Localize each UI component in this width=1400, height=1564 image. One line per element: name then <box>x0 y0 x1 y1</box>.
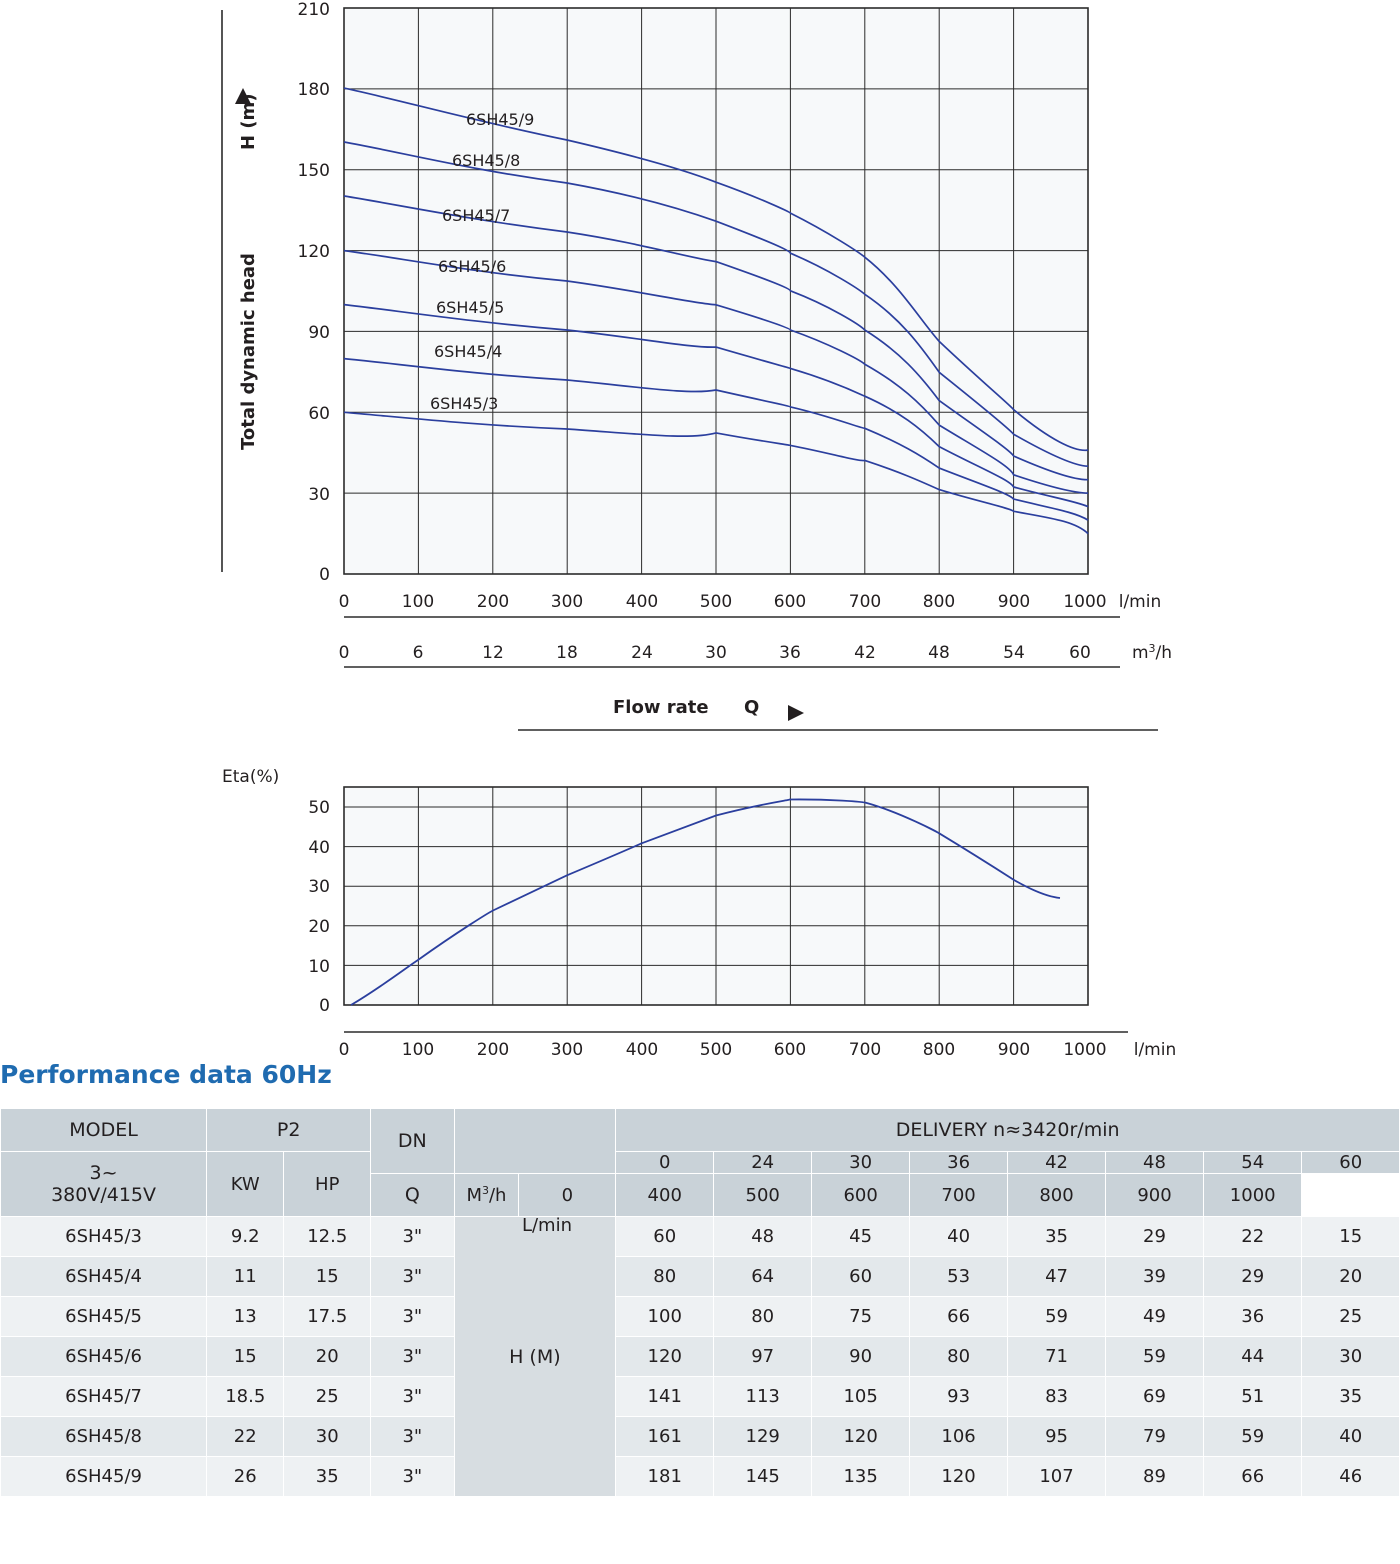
svg-text:800: 800 <box>922 592 956 612</box>
th-kw: KW <box>207 1152 284 1217</box>
cell-h-2: 60 <box>812 1257 910 1297</box>
cell-h-7: 25 <box>1302 1297 1400 1337</box>
th-model: MODEL <box>1 1109 207 1152</box>
cell-h-3: 93 <box>910 1377 1008 1417</box>
svg-text:900: 900 <box>997 592 1031 612</box>
cell-model: 6SH45/6 <box>1 1337 207 1377</box>
th-unit-m3h: $M^3/h$ <box>454 1174 519 1217</box>
th-flow-lmin-7: 1000 <box>1203 1174 1301 1217</box>
svg-text:300: 300 <box>550 1040 584 1060</box>
performance-table <box>0 1108 1400 1497</box>
cell-h-7: 30 <box>1302 1337 1400 1377</box>
svg-text:60: 60 <box>308 404 330 424</box>
th-flow-lmin-0: 0 <box>519 1174 616 1217</box>
svg-text:900: 900 <box>997 1040 1031 1060</box>
cell-h-3: 66 <box>910 1297 1008 1337</box>
cell-h-3: 120 <box>910 1457 1008 1497</box>
chart1-x-arrow-icon <box>788 705 804 721</box>
cell-h-6: 36 <box>1203 1297 1301 1337</box>
th-flow-lmin-2: 500 <box>714 1174 812 1217</box>
svg-text:500: 500 <box>699 1040 733 1060</box>
cell-h-1: 48 <box>714 1217 812 1257</box>
th-flow-m3h-0: 0 <box>616 1152 714 1174</box>
svg-text:0: 0 <box>319 996 330 1016</box>
table-row <box>1 1377 1400 1417</box>
cell-hp: 30 <box>284 1417 371 1457</box>
chart1-y-symbol: H (m) <box>238 93 259 150</box>
svg-text:40: 40 <box>308 838 330 858</box>
th-unit-lmin: L/min <box>521 1215 573 1236</box>
th-dn: DN <box>371 1109 454 1174</box>
cell-dn: 3" <box>371 1337 454 1377</box>
cell-h-6: 44 <box>1203 1337 1301 1377</box>
curve-label-6SH45-7: 6SH45/7 <box>442 206 511 225</box>
cell-h-2: 75 <box>812 1297 910 1337</box>
svg-text:12: 12 <box>482 643 504 663</box>
cell-h-3: 80 <box>910 1337 1008 1377</box>
svg-text:30: 30 <box>705 643 727 663</box>
chart1-y-title: Total dynamic head <box>238 253 259 450</box>
cell-kw: 13 <box>207 1297 284 1337</box>
th-hp: HP <box>284 1152 371 1217</box>
th-voltage-line1: 3~ <box>89 1162 118 1184</box>
table-row <box>1 1417 1400 1457</box>
svg-text:1000: 1000 <box>1063 592 1107 612</box>
svg-text:210: 210 <box>297 0 330 20</box>
cell-kw: 9.2 <box>207 1217 284 1257</box>
th-flow-m3h-7: 60 <box>1302 1152 1400 1174</box>
th-q-spacer <box>454 1109 616 1174</box>
table-row <box>1 1297 1400 1337</box>
cell-h-1: 129 <box>714 1417 812 1457</box>
cell-h-3: 40 <box>910 1217 1008 1257</box>
cell-h-7: 15 <box>1302 1217 1400 1257</box>
svg-text:20: 20 <box>308 917 330 937</box>
cell-dn: 3" <box>371 1417 454 1457</box>
cell-h-3: 53 <box>910 1257 1008 1297</box>
cell-hp: 25 <box>284 1377 371 1417</box>
cell-h-7: 20 <box>1302 1257 1400 1297</box>
cell-model: 6SH45/8 <box>1 1417 207 1457</box>
svg-text:18: 18 <box>556 643 578 663</box>
svg-text:0: 0 <box>338 592 350 612</box>
svg-text:800: 800 <box>922 1040 956 1060</box>
cell-h-5: 39 <box>1106 1257 1204 1297</box>
cell-dn: 3" <box>371 1297 454 1337</box>
table-row <box>1 1257 1400 1297</box>
svg-text:500: 500 <box>699 592 733 612</box>
svg-text:60: 60 <box>1069 643 1091 663</box>
svg-text:10: 10 <box>308 957 330 977</box>
cell-h-6: 22 <box>1203 1217 1301 1257</box>
th-flow-m3h-3: 36 <box>910 1152 1008 1174</box>
svg-text:36: 36 <box>779 643 801 663</box>
svg-text:30: 30 <box>308 485 330 505</box>
svg-text:0: 0 <box>338 1040 350 1060</box>
table-row <box>1 1457 1400 1497</box>
chart2-y-title: Eta(%) <box>222 767 280 787</box>
cell-hp: 17.5 <box>284 1297 371 1337</box>
curve-label-6SH45-8: 6SH45/8 <box>452 151 521 170</box>
table-row <box>1 1217 1400 1257</box>
cell-h-6: 51 <box>1203 1377 1301 1417</box>
cell-h-4: 35 <box>1008 1217 1106 1257</box>
svg-text:24: 24 <box>631 643 653 663</box>
th-flow-lmin-3: 600 <box>812 1174 910 1217</box>
curve-label-6SH45-9: 6SH45/9 <box>466 110 535 129</box>
chart2-x-ticks <box>339 1040 1107 1060</box>
th-q-symbol: Q <box>371 1174 454 1217</box>
cell-dn: 3" <box>371 1377 454 1417</box>
curve-label-6SH45-4: 6SH45/4 <box>434 342 503 361</box>
svg-text:50: 50 <box>308 798 330 818</box>
cell-h-7: 35 <box>1302 1377 1400 1417</box>
curve-label-6SH45-5: 6SH45/5 <box>436 298 505 317</box>
cell-h-4: 71 <box>1008 1337 1106 1377</box>
th-flow-lmin-5: 800 <box>1008 1174 1106 1217</box>
cell-h-6: 59 <box>1203 1417 1301 1457</box>
th-delivery: DELIVERY n≈3420r/min <box>616 1109 1400 1152</box>
svg-text:400: 400 <box>625 592 659 612</box>
cell-h-1: 97 <box>714 1337 812 1377</box>
th-flow-m3h-4: 42 <box>1008 1152 1106 1174</box>
cell-h-0: 141 <box>616 1377 714 1417</box>
svg-text:100: 100 <box>401 1040 435 1060</box>
cell-h-0: 161 <box>616 1417 714 1457</box>
chart1-x-symbol: Q <box>744 697 760 718</box>
cell-h-2: 45 <box>812 1217 910 1257</box>
cell-h-5: 59 <box>1106 1337 1204 1377</box>
cell-h-0: 100 <box>616 1297 714 1337</box>
svg-text:1000: 1000 <box>1063 1040 1107 1060</box>
chart1-x-title: Flow rate <box>613 697 709 718</box>
cell-h-4: 59 <box>1008 1297 1106 1337</box>
cell-h-1: 80 <box>714 1297 812 1337</box>
cell-h-7: 40 <box>1302 1417 1400 1457</box>
cell-dn: 3" <box>371 1457 454 1497</box>
cell-model: 6SH45/5 <box>1 1297 207 1337</box>
cell-h-5: 49 <box>1106 1297 1204 1337</box>
page-title: Performance data 60Hz <box>0 1060 332 1089</box>
chart2-unit-lmin: l/min <box>1133 1040 1177 1060</box>
cell-h-4: 83 <box>1008 1377 1106 1417</box>
svg-text:700: 700 <box>848 1040 882 1060</box>
th-voltage <box>1 1152 207 1217</box>
svg-text:300: 300 <box>550 592 584 612</box>
chart1-unit-lmin: l/min <box>1118 592 1162 612</box>
cell-h-6: 66 <box>1203 1457 1301 1497</box>
cell-h-2: 90 <box>812 1337 910 1377</box>
cell-model: 6SH45/4 <box>1 1257 207 1297</box>
chart1-y-ticks <box>298 0 330 585</box>
cell-h-5: 79 <box>1106 1417 1204 1457</box>
cell-h-4: 95 <box>1008 1417 1106 1457</box>
svg-text:0: 0 <box>319 565 330 585</box>
cell-kw: 26 <box>207 1457 284 1497</box>
cell-h-5: 29 <box>1106 1217 1204 1257</box>
cell-dn: 3" <box>371 1217 454 1257</box>
th-flow-lmin-1: 400 <box>616 1174 714 1217</box>
cell-h-0: 80 <box>616 1257 714 1297</box>
cell-h-2: 135 <box>812 1457 910 1497</box>
svg-text:600: 600 <box>773 1040 807 1060</box>
cell-hp: 15 <box>284 1257 371 1297</box>
cell-h-5: 89 <box>1106 1457 1204 1497</box>
svg-text:700: 700 <box>848 592 882 612</box>
chart1-x-ticks-lmin <box>339 592 1107 612</box>
svg-text:200: 200 <box>476 592 510 612</box>
cell-hp: 20 <box>284 1337 371 1377</box>
efficiency-chart <box>0 740 1400 1060</box>
svg-text:30: 30 <box>308 877 330 897</box>
svg-text:120: 120 <box>297 242 330 262</box>
table-row <box>1 1337 1400 1377</box>
chart2-y-ticks <box>308 798 330 1016</box>
th-flow-m3h-5: 48 <box>1106 1152 1204 1174</box>
cell-model: 6SH45/7 <box>1 1377 207 1417</box>
svg-text:0: 0 <box>338 643 350 663</box>
cell-model: 6SH45/9 <box>1 1457 207 1497</box>
th-flow-lmin-6: 900 <box>1106 1174 1204 1217</box>
cell-h-0: 60 <box>616 1217 714 1257</box>
cell-h-2: 105 <box>812 1377 910 1417</box>
th-flow-m3h-1: 24 <box>714 1152 812 1174</box>
head-flow-chart <box>0 0 1400 740</box>
cell-h-1: 113 <box>714 1377 812 1417</box>
curve-label-6SH45-6: 6SH45/6 <box>438 257 507 276</box>
cell-hp: 12.5 <box>284 1217 371 1257</box>
cell-h-5: 69 <box>1106 1377 1204 1417</box>
cell-dn: 3" <box>371 1257 454 1297</box>
cell-h-1: 64 <box>714 1257 812 1297</box>
cell-h-0: 120 <box>616 1337 714 1377</box>
th-voltage-line2: 380V/415V <box>51 1184 157 1206</box>
table-body <box>1 1217 1400 1497</box>
th-flow-m3h-6: 54 <box>1203 1152 1301 1174</box>
svg-text:600: 600 <box>773 592 807 612</box>
svg-text:100: 100 <box>401 592 435 612</box>
cell-h-4: 47 <box>1008 1257 1106 1297</box>
cell-h-4: 107 <box>1008 1457 1106 1497</box>
cell-kw: 15 <box>207 1337 284 1377</box>
cell-hp: 35 <box>284 1457 371 1497</box>
cell-model: 6SH45/3 <box>1 1217 207 1257</box>
cell-h-1: 145 <box>714 1457 812 1497</box>
cell-kw: 11 <box>207 1257 284 1297</box>
svg-text:150: 150 <box>297 161 330 181</box>
cell-h-m: H (M) <box>454 1217 616 1497</box>
cell-kw: 18.5 <box>207 1377 284 1417</box>
svg-text:48: 48 <box>928 643 950 663</box>
svg-text:42: 42 <box>854 643 876 663</box>
cell-h-2: 120 <box>812 1417 910 1457</box>
curve-label-6SH45-3: 6SH45/3 <box>430 394 499 413</box>
svg-text:180: 180 <box>297 80 330 100</box>
svg-text:6: 6 <box>412 643 424 663</box>
svg-text:90: 90 <box>308 323 330 343</box>
svg-text:200: 200 <box>476 1040 510 1060</box>
cell-h-3: 106 <box>910 1417 1008 1457</box>
cell-h-6: 29 <box>1203 1257 1301 1297</box>
svg-text:400: 400 <box>625 1040 659 1060</box>
svg-text:54: 54 <box>1003 643 1025 663</box>
th-p2: P2 <box>207 1109 371 1152</box>
cell-kw: 22 <box>207 1417 284 1457</box>
th-flow-m3h-2: 30 <box>812 1152 910 1174</box>
cell-h-0: 181 <box>616 1457 714 1497</box>
chart1-unit-m3h: $m^3/h$ <box>1131 642 1173 663</box>
chart1-x-ticks-m3h <box>339 643 1091 663</box>
cell-h-7: 46 <box>1302 1457 1400 1497</box>
th-flow-lmin-4: 700 <box>910 1174 1008 1217</box>
